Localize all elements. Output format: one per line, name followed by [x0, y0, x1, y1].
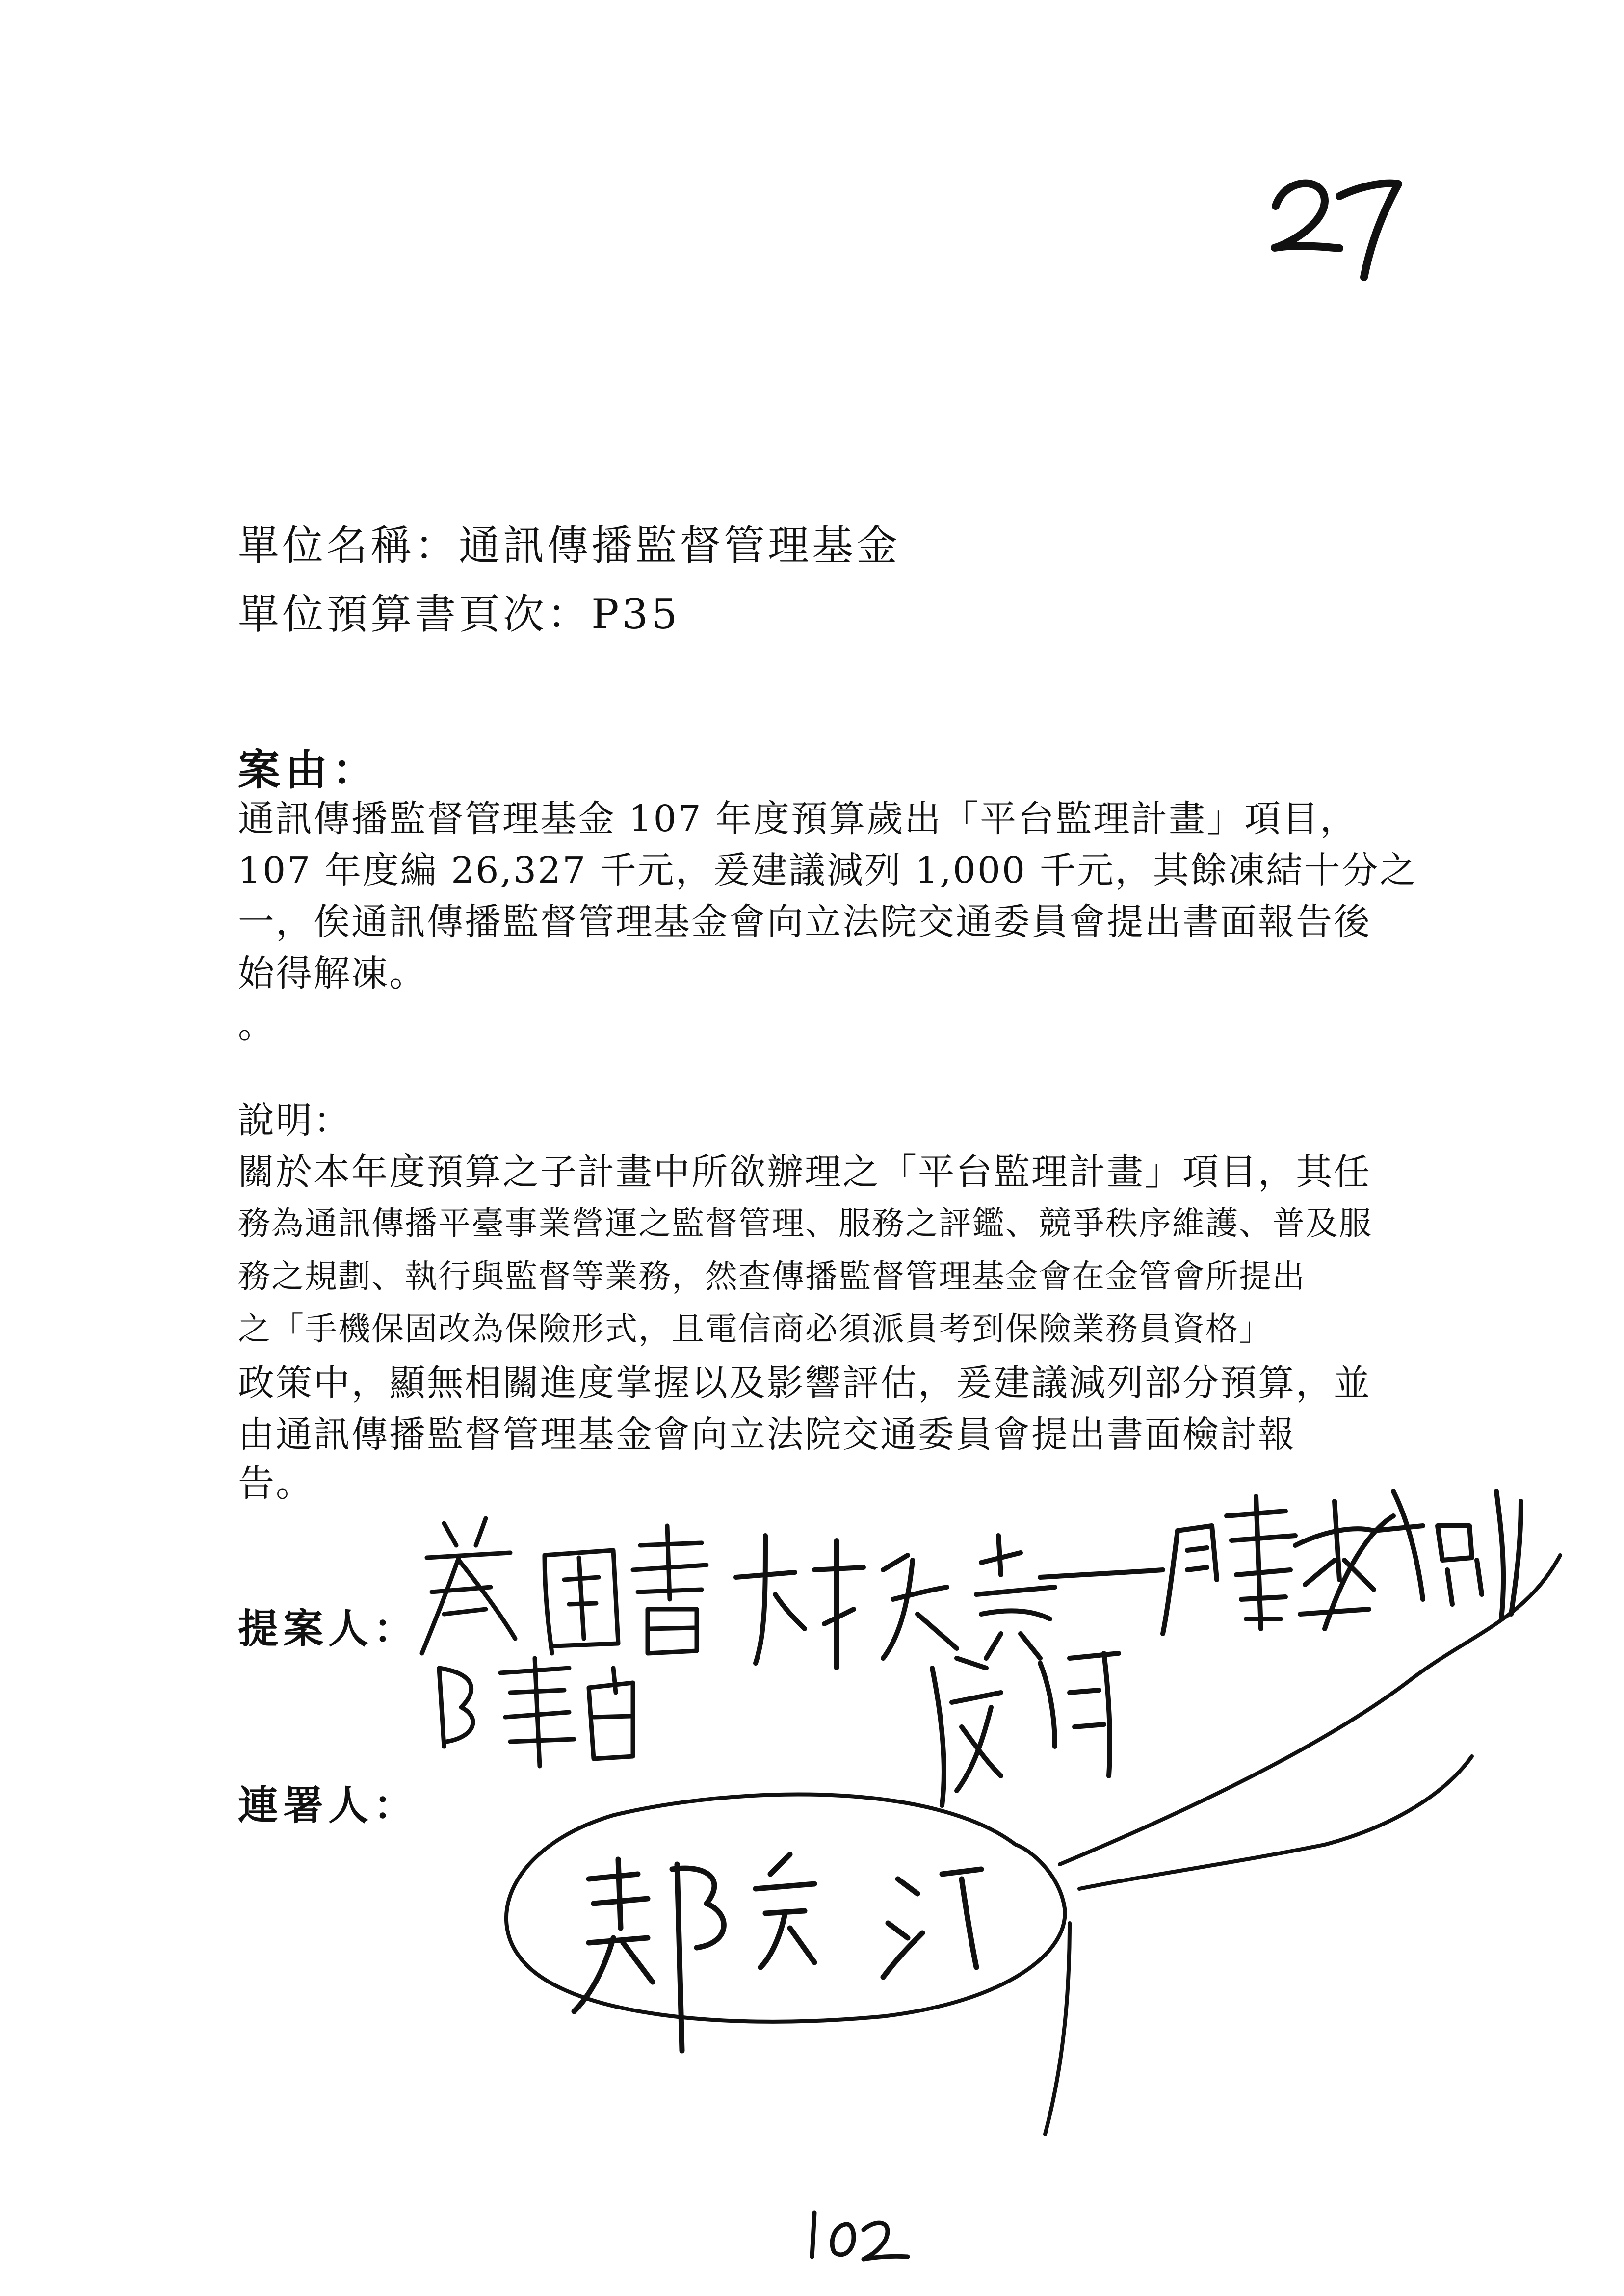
- explanation-line: 關於本年度預算之子計畫中所欲辦理之「平台監理計畫」項目，其任: [238, 1151, 1371, 1193]
- reason-line: 通訊傳播監督管理基金 107 年度預算歲出「平台監理計畫」項目，: [238, 798, 1358, 840]
- explanation-line: 務之規劃、執行與監督等業務，然查傳播監督管理基金會在金管會所提出: [238, 1257, 1306, 1295]
- unit-name: 通訊傳播監督管理基金: [459, 522, 901, 570]
- budget-page-label: 單位預算書頁次：: [238, 590, 592, 638]
- reason-line: 一，俟通訊傳播監督管理基金會向立法院交通委員會提出書面報告後: [238, 901, 1371, 943]
- signature-1: [422, 1518, 515, 1653]
- handwritten-footer-page-number: [805, 2203, 913, 2271]
- signature-loop: [506, 1555, 1560, 2134]
- cosigner-label: 連署人：: [238, 1782, 419, 1829]
- explanation-line: 由通訊傳播監督管理基金會向立法院交通委員會提出書面檢討報: [238, 1413, 1296, 1456]
- reason-line: 。: [238, 1004, 276, 1046]
- signature-3: [633, 1526, 707, 1653]
- reason-line: 始得解凍。: [238, 952, 427, 994]
- reason-heading: 案由：: [238, 745, 379, 795]
- proposer-label: 提案人：: [238, 1605, 419, 1652]
- explanation-line: 之「手機保固改為保險形式，且電信商必須派員考到保險業務員資格」: [238, 1310, 1272, 1348]
- signature-2: [545, 1550, 618, 1653]
- signature-8: [932, 1653, 1119, 1805]
- explanation-line: 務為通訊傳播平臺事業營運之監督管理、服務之評鑑、競爭秩序維護、普及服: [238, 1204, 1372, 1242]
- explanation-line: 政策中，顯無相關進度掌握以及影響評估，爰建議減列部分預算，並: [238, 1362, 1371, 1404]
- explanation-heading: 說明：: [238, 1099, 351, 1142]
- signature-7: [439, 1658, 633, 1766]
- signature-5: [1163, 1496, 1374, 1634]
- unit-name-label: 單位名稱：: [238, 522, 459, 570]
- explanation-line: 告。: [238, 1462, 314, 1505]
- reason-line: 107 年度編 26,327 千元，爰建議減列 1,000 千元，其餘凍結十分之: [238, 849, 1417, 891]
- budget-page: P35: [591, 590, 681, 638]
- signature-4: [736, 1536, 1163, 1668]
